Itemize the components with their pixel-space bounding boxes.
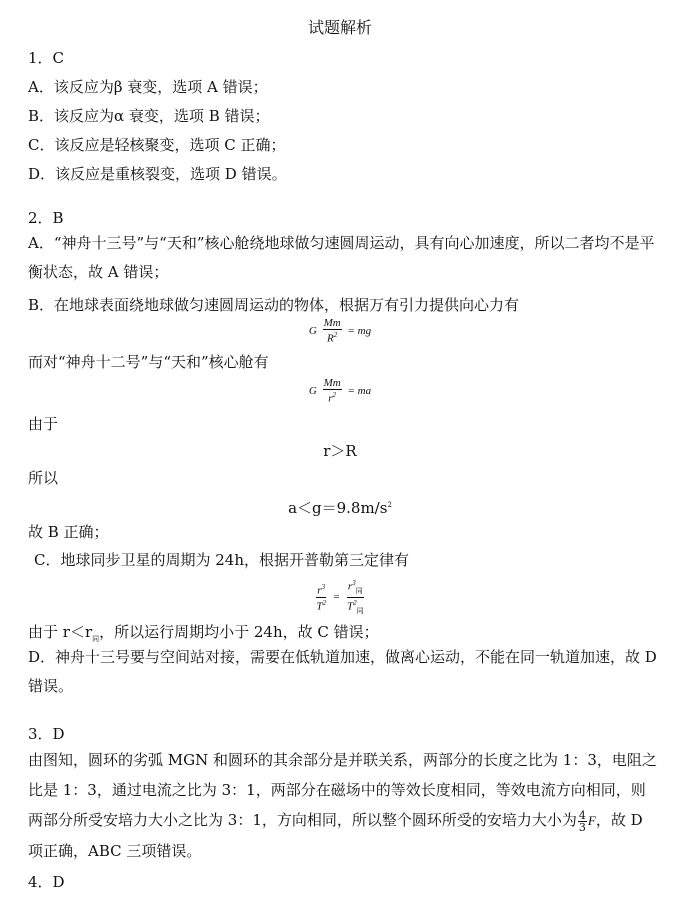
kepler-right-num: r: [347, 580, 353, 593]
q3-frac-num: 4: [578, 808, 586, 822]
q2-option-c: C．地球同步卫星的周期为 24h，根据开普勒第三定律有: [34, 551, 409, 569]
q3-explanation: [28, 745, 658, 866]
equation-kepler: [0, 578, 680, 617]
c2-pre: 由于 r＜r: [28, 623, 93, 641]
q3-answer: 3．D: [28, 725, 65, 743]
relation-a-lt-g-exp: 2: [387, 501, 392, 509]
q1-option-c: C．该反应是轻核聚变，选项 C 正确；: [28, 136, 286, 154]
q3-frac-den: 3: [578, 820, 586, 834]
q2-option-d: D．神舟十三号要与空间站对接，需要在低轨道加速，做离心运动，不能在同一轨道加速，故 D 错误。: [28, 648, 657, 695]
eq2-g: G: [308, 385, 317, 398]
q1-option-b: B．该反应为α 衰变，选项 B 错误；: [28, 107, 270, 125]
q2-option-a: A．“神舟十三号”与“天和”核心舱绕地球做匀速圆周运动，具有向心加速度，所以二者均不是平衡状态，故 A 错误；: [28, 234, 655, 281]
q2-option-b: B．在地球表面绕地球做匀速圆周运动的物体，根据万有引力提供向心力有: [28, 296, 520, 314]
q1-option-a: A．该反应为β 衰变，选项 A 错误；: [28, 78, 268, 96]
eq1-g: G: [308, 325, 317, 338]
q2-answer: 2．B: [28, 209, 64, 227]
eq1-numerator: Mm: [323, 317, 341, 329]
q1-option-d: D．该反应是重核裂变，选项 D 错误。: [28, 165, 287, 183]
kepler-right-den-sub: 同: [356, 606, 364, 615]
kepler-left-den-exp: 2: [322, 598, 326, 607]
relation-a-lt-g-text: a＜g＝9.8m/s: [288, 499, 388, 517]
q3-fraction: [578, 810, 587, 833]
eq1-rhs: = mg: [347, 325, 372, 338]
q3-frac-var: F: [587, 813, 596, 828]
eq1-denominator: R: [327, 332, 334, 345]
eq2-denominator: r: [328, 392, 333, 405]
equation-gravity-orbit: [0, 378, 680, 405]
q4-answer: 4．D: [28, 873, 65, 891]
so-label: 所以: [28, 469, 59, 487]
q2-option-b-cont: 而对“神舟十二号”与“天和”核心舱有: [28, 353, 269, 371]
since-label: 由于: [28, 415, 59, 433]
page-title: 试题解析: [307, 18, 372, 37]
equation-gravity-surface: [0, 318, 680, 345]
q3-body: 由图知，圆环的劣弧 MGN 和圆环的其余部分是并联关系，两部分的长度之比为 1：3，电阻之比是 1：3，通过电流之比为 3：1，两部分在磁场中的等效长度相同，等效电流方向相同，则两部分所受安培力大小之比为 3：1，方向相同，所以整个圆环所受的安培力大小为: [28, 751, 657, 829]
eq1-den-exp: 2: [333, 331, 338, 339]
kepler-left-num: r: [317, 584, 322, 597]
eq2-rhs: = ma: [347, 385, 372, 398]
kepler-right-num-exp: 3: [352, 579, 356, 587]
kepler-right-den: T: [347, 600, 354, 613]
q1-answer: 1．C: [28, 49, 65, 67]
kepler-right-den-exp: 2: [353, 598, 357, 607]
relation-r-gt-R: r＞R: [323, 442, 357, 460]
kepler-left-den: T: [316, 600, 323, 613]
kepler-equals: =: [332, 591, 341, 604]
relation-a-lt-g: [0, 495, 680, 518]
q2-b-conclusion: 故 B 正确；: [28, 523, 109, 541]
c2-post: ，所以运行周期均小于 24h，故 C 错误；: [99, 623, 379, 641]
c2-sub: 同: [92, 635, 100, 643]
kepler-left-num-exp: 3: [321, 583, 326, 592]
kepler-right-num-sub: 同: [355, 586, 363, 595]
eq2-numerator: Mm: [323, 377, 341, 389]
eq2-den-exp: 2: [332, 391, 337, 399]
q3-tail: ，故 D 项正确，ABC 三项错误。: [28, 811, 643, 860]
